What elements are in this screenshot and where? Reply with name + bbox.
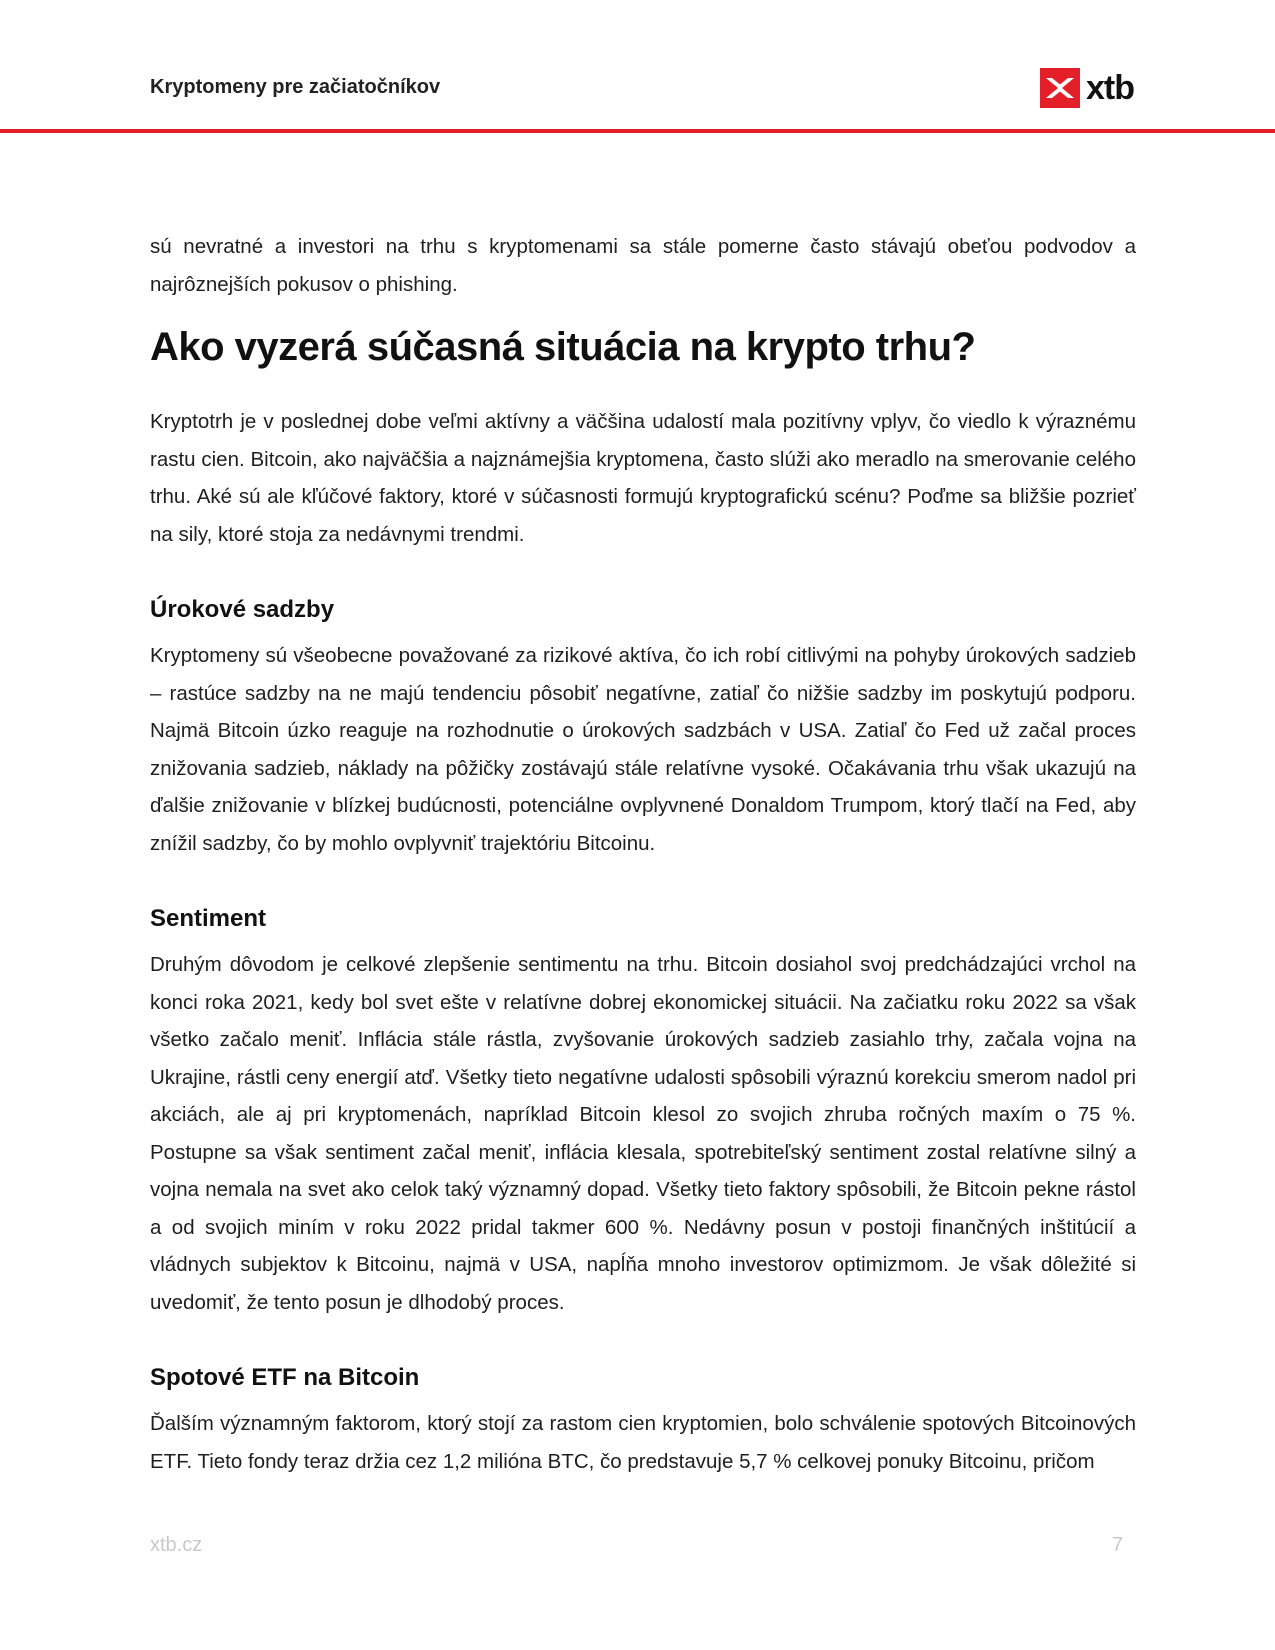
intro-paragraph: sú nevratné a investori na trhu s kryptomenami sa stále pomerne často stávajú obeťou podvodov a najrôznejších pokusov o phishing. — [150, 235, 1136, 296]
logo-text: xtb — [1086, 69, 1134, 107]
article-body — [150, 228, 1136, 1480]
section-text-spot-etf: Ďalším významným faktorom, ktorý stojí za rastom cien kryptomien, bolo schválenie spotových Bitcoinových ETF. Tieto fondy teraz držia cez 1,2 milióna BTC, čo predstavuje 5,7 % celkovej ponuky Bitcoinu, pričom — [150, 1412, 1136, 1473]
section-main-heading: Ako vyzerá súčasná situácia na krypto trhu? — [150, 325, 976, 369]
page-number: 7 — [1112, 1534, 1124, 1556]
section-heading-spot-etf: Spotové ETF na Bitcoin — [150, 1364, 420, 1391]
section-text-interest-rates: Kryptomeny sú všeobecne považované za rizikové aktíva, čo ich robí citlivými na pohyby úrokových sadzieb – rastúce sadzby na ne majú tendenciu pôsobiť negatívne, zatiaľ čo nižšie sadzby im poskytujú podporu. Najmä Bitcoin úzko reaguje na rozhodnutie o úrokových sadzbách v USA. Zatiaľ čo Fed už začal proces znižovania sadzieb, náklady na pôžičky zostávajú stále relatívne vysoké. Očakávania trhu však ukazujú na ďalšie znižovanie v blízkej budúcnosti, potenciálne ovplyvnené Donaldom Trumpom, ktorý tlačí na Fed, aby znížil sadzby, čo by mohlo ovplyvniť trajektóriu Bitcoinu. — [150, 644, 1136, 855]
section-heading-sentiment: Sentiment — [150, 905, 267, 932]
document-title: Kryptomeny pre začiatočníkov — [150, 76, 441, 98]
main-paragraph: Kryptotrh je v poslednej dobe veľmi aktívny a väčšina udalostí mala pozitívny vplyv, čo viedlo k výraznému rastu cien. Bitcoin, ako najväčšia a najznámejšia kryptomena, často slúži ako meradlo na smerovanie celého trhu. Aké sú ale kľúčové faktory, ktoré v súčasnosti formujú kryptografickú scénu? Poďme sa bližšie pozrieť na sily, ktoré stoja za nedávnymi trendmi. — [150, 410, 1136, 546]
page-header — [0, 0, 1275, 133]
section-text-sentiment: Druhým dôvodom je celkové zlepšenie sentimentu na trhu. Bitcoin dosiahol svoj predchádzajúci vrchol na konci roka 2021, kedy bol svet ešte v relatívne dobrej ekonomickej situácii. Na začiatku roku 2022 sa však všetko začalo meniť. Inflácia stále rástla, zvyšovanie úrokových sadzieb zasiahlo trhy, začala vojna na Ukrajine, rástli ceny energií atď. Všetky tieto negatívne udalosti spôsobili výraznú korekciu smerom nadol pri akciách, ale aj pri kryptomenách, napríklad Bitcoin klesol zo svojich zhruba ročných maxím o 75 %. Postupne sa však sentiment začal meniť, inflácia klesala, spotrebiteľský sentiment zostal relatívne silný a vojna nemala na svet ako celok taký významný dopad. Všetky tieto faktory spôsobili, že Bitcoin pekne rástol a od svojich miním v roku 2022 pridal takmer 600 %. Nedávny posun v postoji finančných inštitúcií a vládnych subjektov k Bitcoinu, najmä v USA, napĺňa mnoho investorov optimizmom. Je však dôležité si uvedomiť, že tento posun je dlhodobý proces. — [150, 953, 1136, 1314]
section-heading-interest-rates: Úrokové sadzby — [150, 596, 335, 623]
xtb-logo — [1040, 68, 1134, 108]
footer-site-link[interactable]: xtb.cz — [150, 1534, 203, 1556]
xtb-logo-mark-icon — [1040, 68, 1080, 108]
